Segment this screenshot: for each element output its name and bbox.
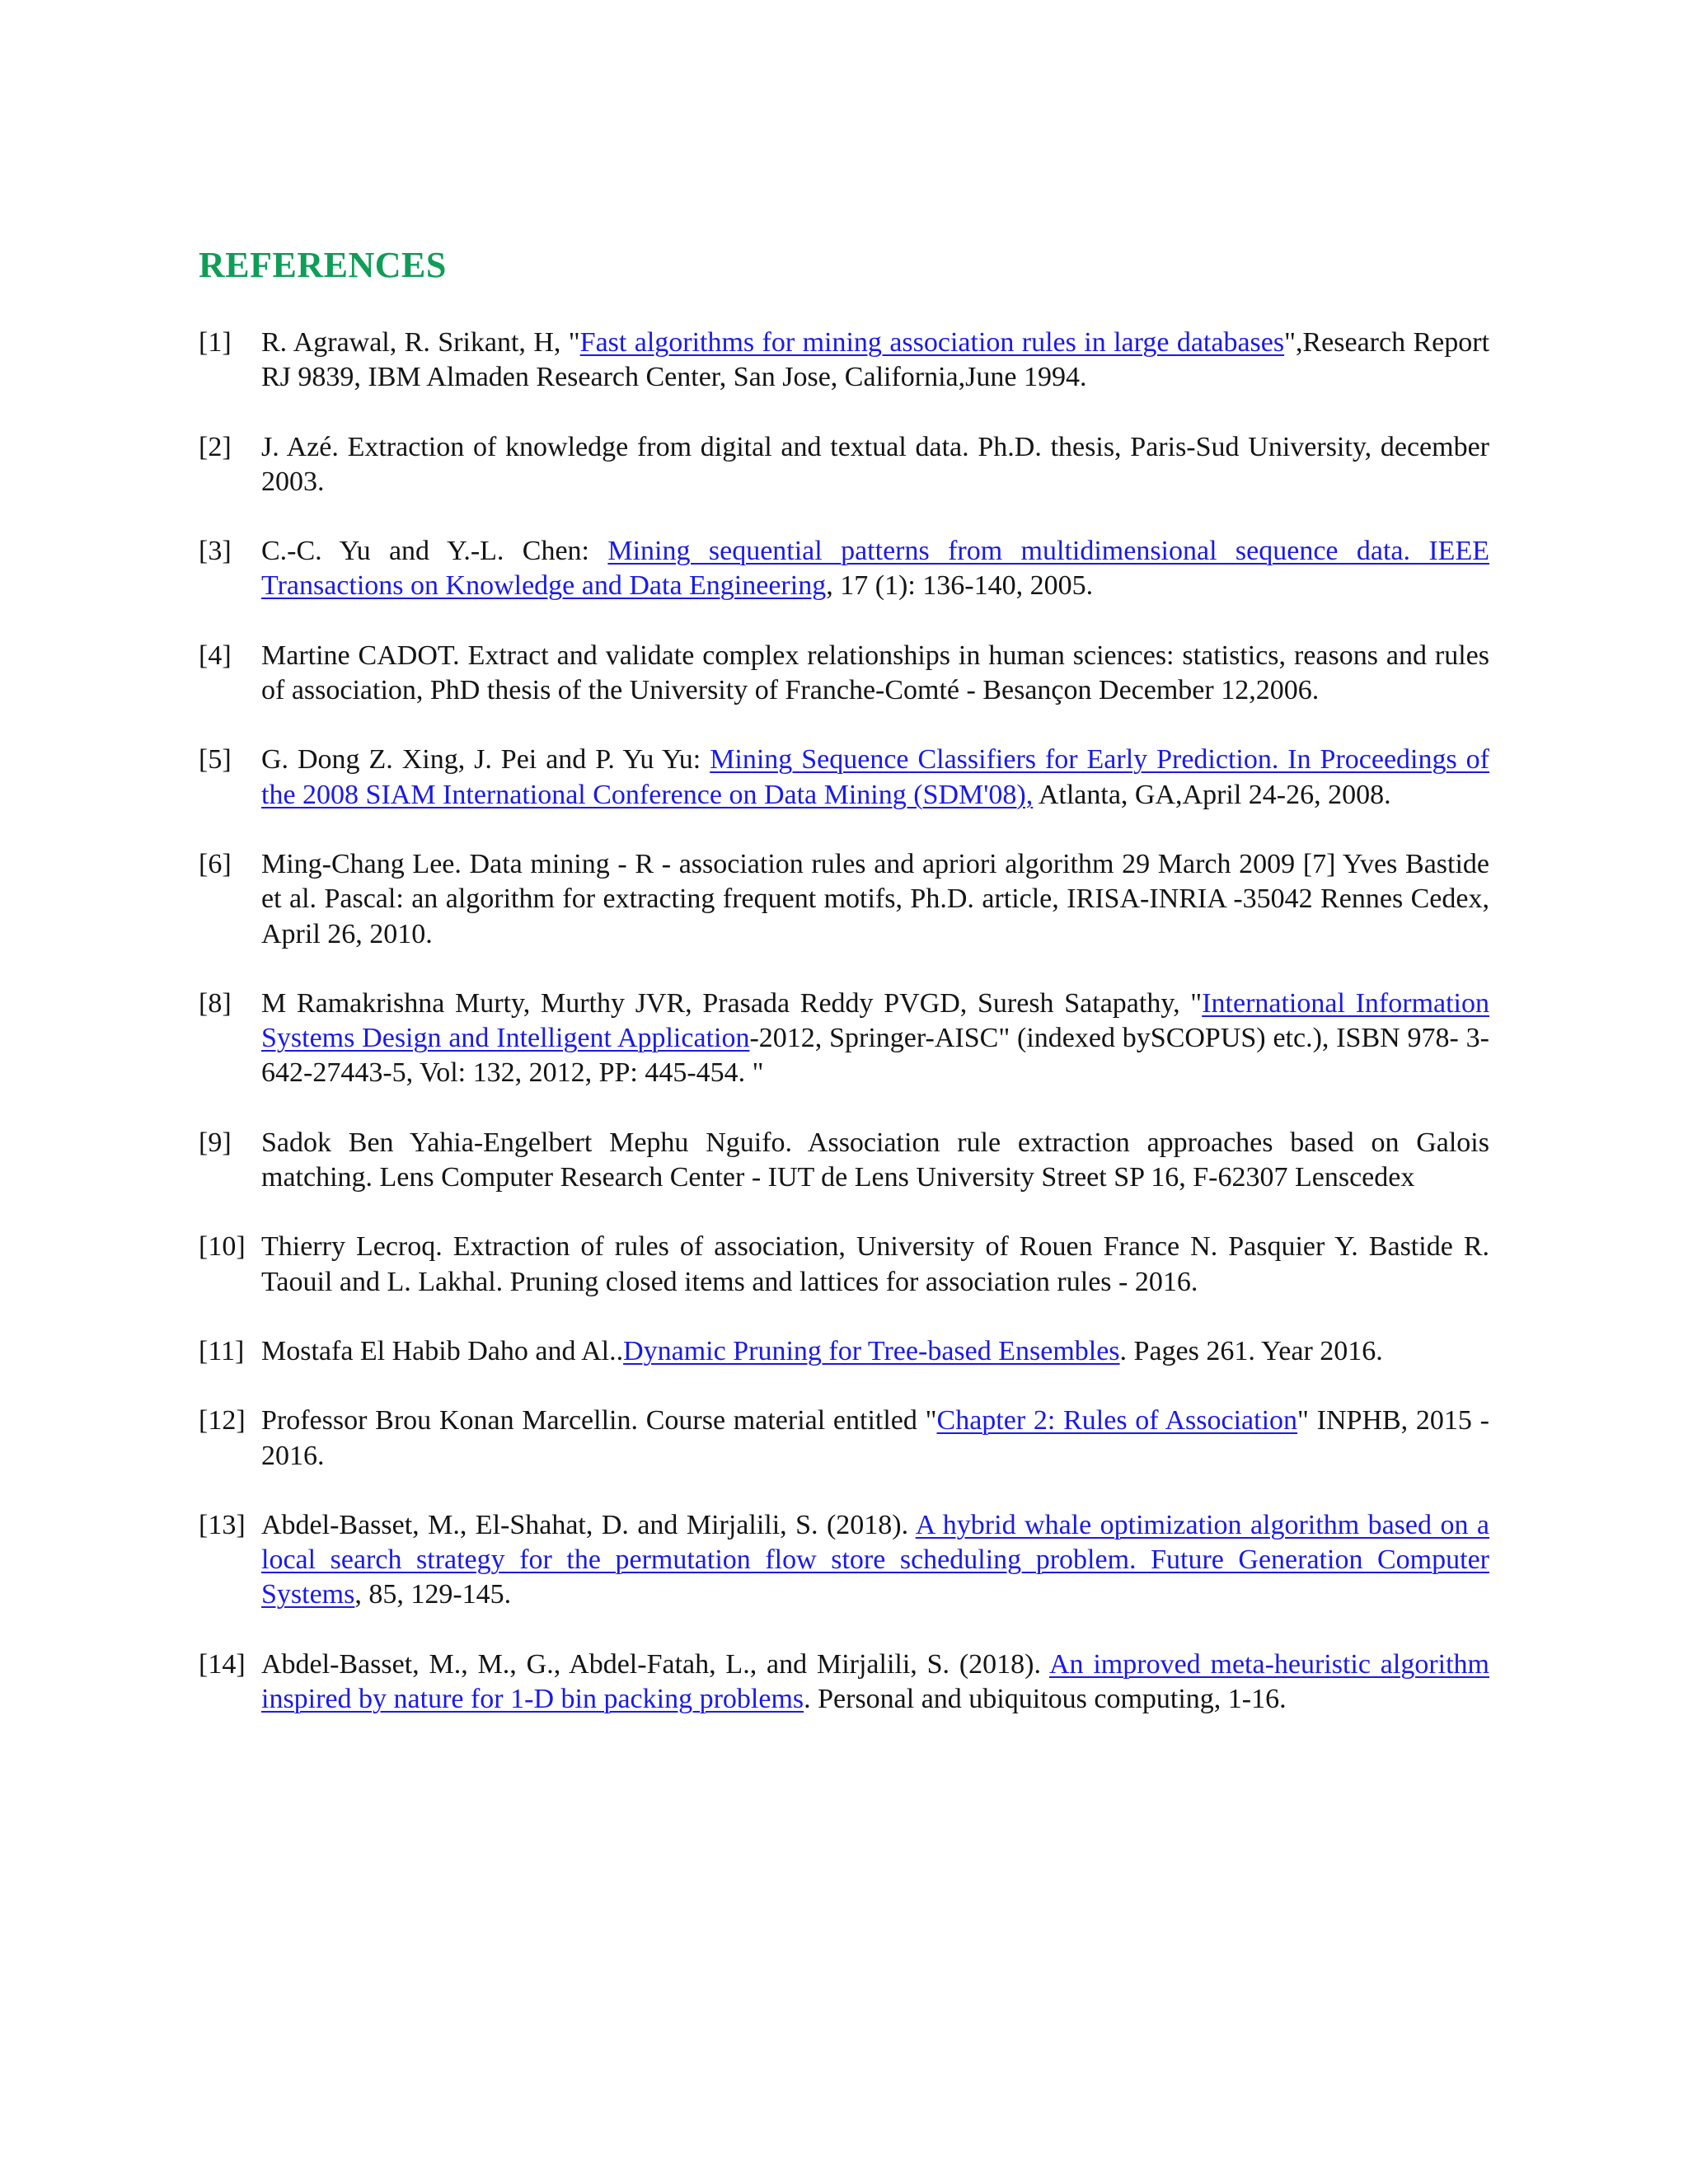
reference-text-segment: Ming-Chang Lee. Data mining - R - association rules and apriori algorithm 29 March 2009 [7] Yves Bastide et al. Pascal: an algorithm for extracting frequent motifs, Ph.D. article, IRISA-INRIA -35042 Rennes Cedex, April 26, 2010. <box>261 848 1489 949</box>
reference-number: [1] <box>199 327 232 358</box>
reference-text <box>261 1649 1489 1714</box>
reference-item <box>199 326 1489 396</box>
reference-number: [11] <box>199 1335 245 1366</box>
reference-text-segment: -2012, Springer-AISC" (indexed bySCOPUS) etc.), ISBN 978- 3-642-27443-5, Vol: 132, 2012, PP: 445-454. " <box>261 1023 1489 1089</box>
reference-item <box>199 639 1489 709</box>
reference-link[interactable]: Mining Sequence Classifiers for Early Prediction. In Proceedings of the 2008 SIAM International Conference on Data Mining (SDM'08), <box>261 744 1489 810</box>
reference-text-segment: Professor Brou Konan Marcellin. Course material entitled " <box>261 1405 937 1436</box>
reference-text <box>261 849 1489 949</box>
reference-item <box>199 1404 1489 1474</box>
reference-link[interactable]: Chapter 2: Rules of Association <box>936 1405 1298 1436</box>
reference-number: [13] <box>199 1509 246 1540</box>
reference-text-segment: Atlanta, GA,April 24-26, 2008. <box>1033 779 1391 810</box>
reference-link[interactable]: An improved meta-heuristic algorithm inspired by nature for 1-D bin packing problems <box>261 1648 1489 1715</box>
reference-text-segment: C.-C. Yu and Y.-L. Chen: <box>261 536 608 567</box>
reference-item <box>199 847 1489 952</box>
reference-item <box>199 987 1489 1091</box>
reference-text-segment: G. Dong Z. Xing, J. Pei and P. Yu Yu: <box>261 744 710 776</box>
reference-text <box>261 744 1489 809</box>
reference-number: [12] <box>199 1405 246 1436</box>
reference-text <box>261 988 1489 1089</box>
reference-item <box>199 1126 1489 1196</box>
reference-text-segment: Sadok Ben Yahia-Engelbert Mephu Nguifo. Association rule extraction approaches based on Galois matching. Lens Computer Research Center - IUT de Lens University Street SP 16, F-62307 Lenscedex <box>261 1127 1489 1193</box>
reference-number: [6] <box>199 848 232 879</box>
reference-text-segment: " INPHB, 2015 - 2016. <box>261 1405 1489 1471</box>
reference-text-segment: Abdel-Basset, M., El-Shahat, D. and Mirjalili, S. (2018). <box>261 1509 916 1540</box>
reference-text-segment: Abdel-Basset, M., M., G., Abdel-Fatah, L., and Mirjalili, S. (2018). <box>261 1648 1049 1680</box>
reference-text <box>261 1510 1489 1610</box>
reference-link[interactable]: International Information Systems Design and Intelligent Application <box>261 987 1489 1054</box>
reference-text-segment: J. Azé. Extraction of knowledge from digital and textual data. Ph.D. thesis, Paris-Sud University, december 2003. <box>261 431 1489 497</box>
reference-number: [14] <box>199 1648 246 1680</box>
reference-item <box>199 1334 1489 1369</box>
reference-text-segment: R. Agrawal, R. Srikant, H, " <box>261 327 580 358</box>
reference-text <box>261 1405 1489 1470</box>
reference-text <box>261 1231 1489 1296</box>
references-heading: REFERENCES <box>199 245 447 285</box>
reference-text-segment: . Personal and ubiquitous computing, 1-16. <box>804 1684 1287 1715</box>
reference-text-segment: . Pages 261. Year 2016. <box>1119 1335 1383 1366</box>
reference-text <box>261 327 1489 392</box>
reference-number: [5] <box>199 744 232 776</box>
reference-item <box>199 743 1489 813</box>
reference-item <box>199 1647 1489 1718</box>
reference-link[interactable]: Dynamic Pruning for Tree-based Ensembles <box>623 1335 1120 1366</box>
reference-text-segment: , 85, 129-145. <box>354 1579 512 1610</box>
reference-number: [8] <box>199 987 232 1019</box>
reference-link[interactable]: A hybrid whale optimization algorithm based on a local search strategy for the permutation flow store scheduling problem. Future Generation Computer Systems <box>261 1509 1489 1610</box>
reference-text-segment: , 17 (1): 136-140, 2005. <box>826 570 1094 602</box>
reference-item <box>199 534 1489 604</box>
reference-link[interactable]: Mining sequential patterns from multidimensional sequence data. IEEE Transactions on Knowledge and Data Engineering <box>261 536 1489 602</box>
reference-text <box>261 1127 1489 1193</box>
reference-text-segment: M Ramakrishna Murty, Murthy JVR, Prasada Reddy PVGD, Suresh Satapathy, " <box>261 987 1203 1019</box>
reference-text-segment: Martine CADOT. Extract and validate complex relationships in human sciences: statistics, reasons and rules of association, PhD thesis of the University of Franche-Comté - Besançon December 12,2006. <box>261 640 1489 706</box>
reference-item <box>199 1230 1489 1300</box>
reference-text <box>261 640 1489 705</box>
reference-item <box>199 1508 1489 1613</box>
reference-text-segment: Thierry Lecroq. Extraction of rules of association, University of Rouen France N. Pasquier Y. Bastide R. Taouil and L. Lakhal. Pruning closed items and lattices for association rules - 2016. <box>261 1231 1489 1297</box>
reference-number: [10] <box>199 1231 246 1263</box>
reference-link[interactable]: Fast algorithms for mining association rules in large databases <box>579 327 1285 358</box>
reference-item <box>199 430 1489 500</box>
reference-number: [9] <box>199 1127 232 1158</box>
reference-number: [3] <box>199 536 232 567</box>
reference-number: [4] <box>199 640 232 671</box>
reference-text <box>261 432 1489 497</box>
reference-text-segment: Mostafa El Habib Daho and Al.. <box>261 1335 624 1366</box>
reference-text-segment: ",Research Report RJ 9839, IBM Almaden Research Center, San Jose, California,June 1994. <box>261 327 1490 393</box>
reference-text <box>261 1336 1383 1366</box>
reference-list <box>199 326 1489 1751</box>
reference-number: [2] <box>199 431 232 462</box>
reference-text <box>261 536 1489 601</box>
